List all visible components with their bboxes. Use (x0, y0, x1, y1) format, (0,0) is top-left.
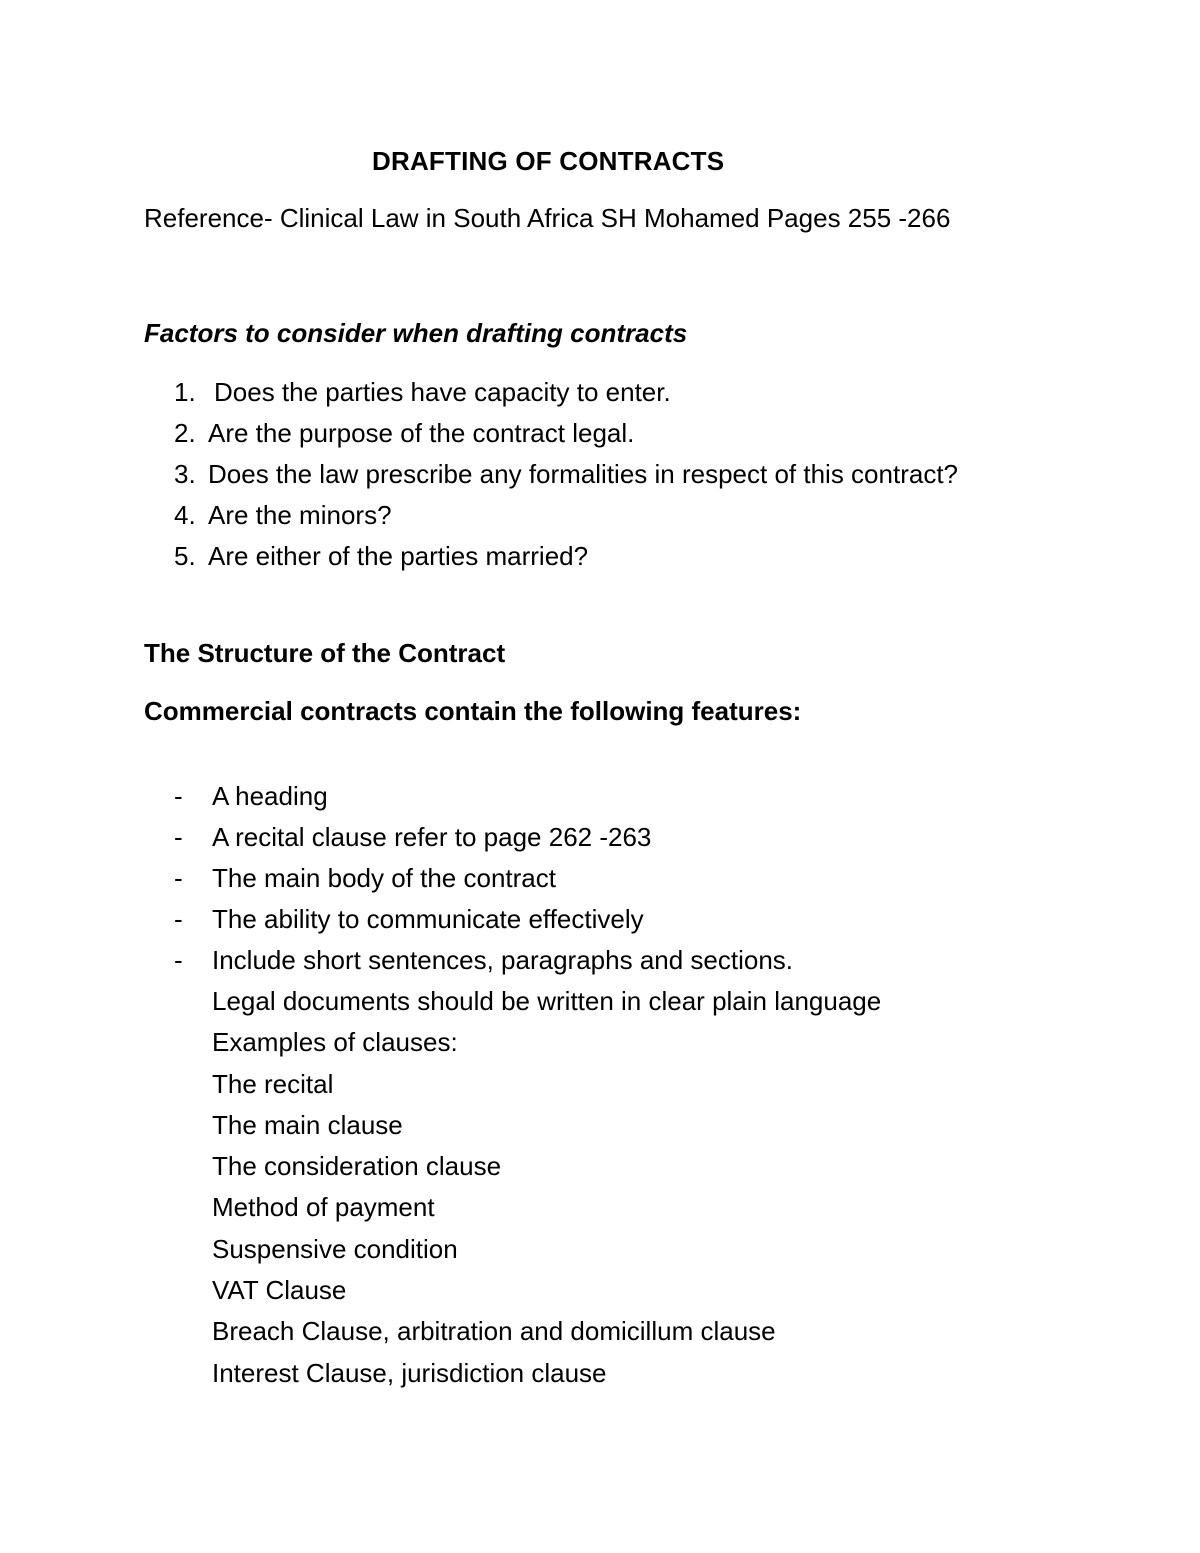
list-item-text: Are either of the parties married? (208, 541, 589, 571)
list-item-text: Are the minors? (208, 500, 392, 530)
list-item (144, 495, 958, 536)
list-item: The consideration clause (212, 1151, 502, 1182)
list-item: Breach Clause, arbitration and domicillum clause (212, 1316, 776, 1347)
list-item (144, 536, 958, 577)
list-item-text: Include short sentences, paragraphs and sections. (212, 945, 794, 975)
reference-line: Reference- Clinical Law in South Africa SH Mohamed Pages 255 -266 (144, 203, 951, 233)
structure-heading: The Structure of the Contract (144, 638, 506, 668)
dash-bullet: - (174, 863, 183, 893)
factors-list (144, 372, 958, 577)
dash-bullet: - (174, 945, 183, 975)
list-item (144, 940, 793, 981)
list-item (144, 776, 793, 817)
list-number: 4. (174, 500, 196, 530)
list-number: 5. (174, 541, 196, 571)
list-item (144, 817, 793, 858)
clause-examples-list (212, 981, 881, 1394)
list-item: VAT Clause (212, 1275, 347, 1306)
list-item-text: Are the purpose of the contract legal. (208, 418, 635, 448)
features-list (144, 776, 793, 981)
list-item-text: Does the parties have capacity to enter. (214, 377, 671, 407)
list-item-text: The main body of the contract (212, 863, 556, 893)
list-item: The recital (212, 1068, 334, 1099)
list-item-text: Does the law prescribe any formalities in respect of this contract? (208, 459, 959, 489)
list-item (144, 413, 958, 454)
list-item: Legal documents should be written in clear plain language (212, 986, 882, 1016)
list-item (144, 899, 793, 940)
factors-heading: Factors to consider when drafting contracts (144, 318, 688, 348)
dash-bullet: - (174, 781, 183, 811)
list-item: Method of payment (212, 1192, 435, 1223)
list-item: Interest Clause, jurisdiction clause (212, 1357, 607, 1388)
list-number: 1. (174, 377, 196, 407)
list-item: Examples of clauses: (212, 1027, 458, 1058)
list-item: The main clause (212, 1109, 403, 1140)
features-heading: Commercial contracts contain the following features: (144, 696, 802, 726)
list-item-text: A heading (212, 781, 328, 811)
list-item: Suspensive condition (212, 1233, 458, 1264)
document-title: DRAFTING OF CONTRACTS (372, 146, 725, 176)
list-item (144, 454, 958, 495)
list-number: 3. (174, 459, 196, 489)
dash-bullet: - (174, 822, 183, 852)
list-item (144, 372, 958, 413)
dash-bullet: - (174, 904, 183, 934)
list-item-text: The ability to communicate effectively (212, 904, 644, 934)
list-number: 2. (174, 418, 196, 448)
list-item-text: A recital clause refer to page 262 -263 (212, 822, 652, 852)
list-item (144, 858, 793, 899)
